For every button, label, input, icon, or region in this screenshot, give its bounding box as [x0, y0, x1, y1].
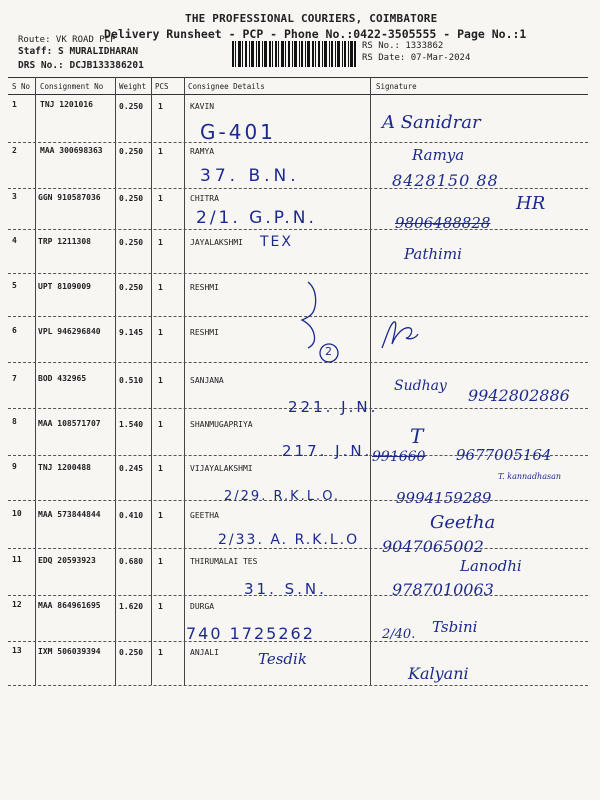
row-7-pcs: 1: [158, 376, 163, 385]
row-13-weight: 0.250: [119, 648, 144, 657]
row-2-consignment: MAA 300698363: [40, 146, 103, 155]
row-12-weight: 1.620: [119, 602, 144, 611]
row-4-weight: 0.250: [119, 238, 144, 247]
row-8-weight: 1.540: [119, 420, 144, 429]
row-8-sno: 8: [12, 417, 17, 426]
handwritten-address: 2/1. G.P.N.: [196, 208, 317, 228]
row-11-consignment: EDQ 20593923: [38, 556, 96, 565]
row-separator: [8, 362, 588, 363]
signature: A Sanidrar: [382, 112, 481, 133]
row-3-sno: 3: [12, 192, 17, 201]
col-divider: [115, 77, 116, 685]
handwritten-note: Tesdik: [258, 650, 307, 668]
row-13-pcs: 1: [158, 648, 163, 657]
row-9-consignment: TNJ 1200488: [38, 463, 91, 472]
row-9-pcs: 1: [158, 464, 163, 473]
row-1-sno: 1: [12, 100, 17, 109]
handwritten-phone: 9787010063: [392, 580, 494, 599]
row-3-weight: 0.250: [119, 194, 144, 203]
signature-scribble: [380, 318, 420, 352]
handwritten-phone: 8428150 88: [392, 171, 499, 190]
handwritten-address: 2/33. A. R.K.L.O: [218, 532, 360, 548]
row-3-consignment: GGN 910587036: [38, 193, 101, 202]
row-2-sno: 2: [12, 146, 17, 155]
col-header-signature: Signature: [376, 82, 417, 91]
row-10-consignee: GEETHA: [190, 511, 219, 520]
row-3-consignee: CHITRA: [190, 194, 219, 203]
row-separator: [8, 188, 588, 189]
col-header-weight: Weight: [119, 82, 147, 91]
col-header-consignee: Consignee Details: [188, 82, 265, 91]
signature: T: [410, 424, 424, 448]
handwritten-phone: 9677005164: [456, 446, 552, 464]
handwritten-phone: 740 1725262: [186, 624, 315, 643]
handwritten-name: T. kannadhasan: [498, 472, 562, 481]
route-label: Route: VK ROAD PCP: [18, 35, 116, 45]
signature: Lanodhi: [460, 557, 522, 575]
row-separator: [8, 273, 588, 274]
row-7-weight: 0.510: [119, 376, 144, 385]
row-5-consignment: UPT 8109009: [38, 282, 91, 291]
handwritten-address: 221. J.N.: [288, 398, 379, 416]
row-11-weight: 0.680: [119, 557, 144, 566]
signature: Geetha: [430, 512, 496, 533]
row-10-consignment: MAA 573844844: [38, 510, 101, 519]
row-6-consignment: VPL 946296840: [38, 327, 101, 336]
handwritten-address: 37. B.N.: [200, 166, 300, 186]
signature: Pathimi: [404, 245, 462, 263]
handwritten-address: 2/29. R.K.L.O.: [224, 489, 341, 504]
row-2-consignee: RAMYA: [190, 147, 215, 156]
row-9-consignee: VIJAYALAKSHMI: [190, 464, 253, 473]
row-10-sno: 10: [12, 509, 22, 518]
row-11-consignee: THIRUMALAI TES: [190, 557, 258, 566]
handwritten-address: 31. S.N.: [244, 580, 327, 598]
row-10-pcs: 1: [158, 511, 163, 520]
row-4-consignee: JAYALAKSHMI: [190, 238, 243, 247]
col-header-sno: S No: [12, 82, 31, 91]
col-divider: [184, 77, 185, 685]
company-name: THE PROFESSIONAL COURIERS, COIMBATORE: [185, 12, 438, 25]
row-6-sno: 6: [12, 326, 17, 335]
row-8-consignee: SHANMUGAPRIYA: [190, 420, 253, 429]
row-2-pcs: 1: [158, 147, 163, 156]
row-1-pcs: 1: [158, 102, 163, 111]
barcode: [232, 41, 356, 67]
row-separator: [8, 316, 588, 317]
row-5-pcs: 1: [158, 283, 163, 292]
row-9-sno: 9: [12, 462, 17, 471]
col-header-consignment: Consignment No: [40, 82, 104, 91]
row-13-sno: 13: [12, 646, 22, 655]
circle-mark-label: 2: [325, 345, 332, 358]
row-5-weight: 0.250: [119, 283, 144, 292]
row-12-consignment: MAA 864961695: [38, 601, 101, 610]
signature: Kalyani: [408, 664, 469, 683]
handwritten-note: TEX: [260, 234, 293, 250]
row-7-sno: 7: [12, 374, 17, 383]
table-header-rule: [8, 94, 588, 95]
col-divider: [370, 77, 371, 685]
drs-number: DRS No.: DCJB133386201: [18, 60, 144, 71]
signature: Sudhay: [394, 378, 447, 394]
row-7-consignee: SANJANA: [190, 376, 224, 385]
row-separator: [8, 142, 588, 143]
row-separator: [8, 229, 588, 230]
col-divider: [35, 77, 36, 685]
staff-label: Staff: S MURALIDHARAN: [18, 46, 139, 57]
row-6-consignee: RESHMI: [190, 328, 219, 337]
row-3-pcs: 1: [158, 194, 163, 203]
row-11-pcs: 1: [158, 557, 163, 566]
row-separator: [8, 548, 588, 549]
row-1-consignment: TNJ 1201016: [40, 100, 93, 109]
row-5-consignee: RESHMI: [190, 283, 219, 292]
row-separator: [8, 685, 588, 686]
row-11-sno: 11: [12, 555, 22, 564]
signature: Tsbini: [432, 618, 478, 636]
row-5-sno: 5: [12, 281, 17, 290]
row-7-consignment: BOD 432965: [38, 374, 87, 383]
handwritten-phone: 9942802886: [468, 386, 570, 405]
row-4-sno: 4: [12, 236, 17, 245]
handwritten-mark: HR: [516, 193, 546, 214]
row-4-consignment: TRP 1211308: [38, 237, 91, 246]
col-divider: [151, 77, 152, 685]
row-2-weight: 0.250: [119, 147, 144, 156]
handwritten-phone: 991660: [372, 449, 426, 465]
row-12-sno: 12: [12, 600, 22, 609]
row-13-consignee: ANJALI: [190, 648, 219, 657]
col-header-pcs: PCS: [155, 82, 169, 91]
row-12-consignee: DURGA: [190, 602, 215, 611]
row-8-pcs: 1: [158, 420, 163, 429]
handwritten-address: G-401: [200, 120, 276, 144]
rs-number: RS No.: 1333862: [362, 41, 444, 51]
row-4-pcs: 1: [158, 238, 163, 247]
runsheet-title: Delivery Runsheet - PCP - Phone No.:0422-3505555 - Page No.:1: [104, 27, 527, 41]
handwritten-phone: 9806488828: [395, 214, 491, 232]
handwritten-unit: 2/40.: [382, 627, 416, 642]
handwritten-phone: 9994159289: [396, 489, 492, 507]
row-13-consignment: IXM 506039394: [38, 647, 101, 656]
table-top-rule: [8, 77, 588, 78]
row-1-consignee: KAVIN: [190, 102, 215, 111]
handwritten-address: 217. J.N.: [282, 442, 373, 460]
row-12-pcs: 1: [158, 602, 163, 611]
row-9-weight: 0.245: [119, 464, 144, 473]
row-8-consignment: MAA 108571707: [38, 419, 101, 428]
handwritten-bracket: [300, 280, 330, 350]
row-6-weight: 9.145: [119, 328, 144, 337]
handwritten-phone: 9047065002: [382, 537, 484, 556]
rs-date: RS Date: 07-Mar-2024: [362, 53, 471, 63]
row-6-pcs: 1: [158, 328, 163, 337]
signature: Ramya: [412, 146, 465, 164]
row-10-weight: 0.410: [119, 511, 144, 520]
row-1-weight: 0.250: [119, 102, 144, 111]
